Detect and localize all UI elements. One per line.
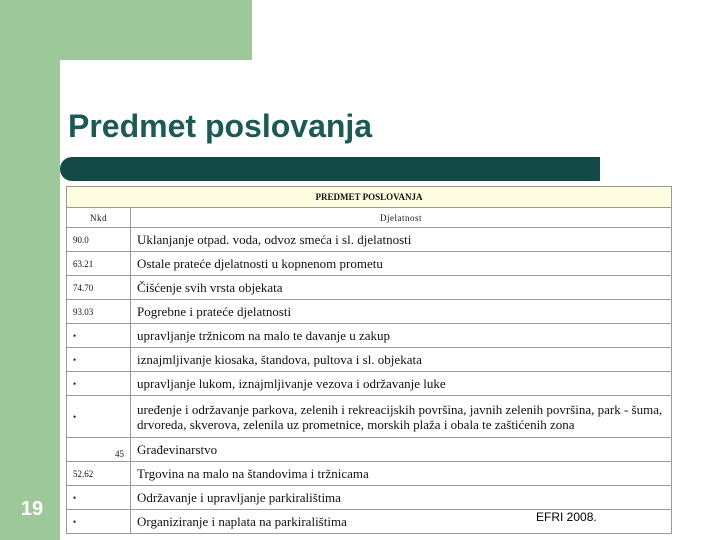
table-row xyxy=(67,348,672,372)
decor-green-sidebar xyxy=(0,60,60,540)
activity-cell: Održavanje i upravljanje parkiralištima xyxy=(131,486,672,510)
activity-cell: upravljanje tržnicom na malo te davanje u zakup xyxy=(131,324,672,348)
activities-table xyxy=(66,186,672,534)
bullet-cell: • xyxy=(67,324,131,348)
title-underline-bar xyxy=(60,157,600,181)
bullet-cell: • xyxy=(67,510,131,534)
code-cell: 45 xyxy=(67,438,131,462)
activity-cell: Trgovina na malo na štandovima i tržnicama xyxy=(131,462,672,486)
bullet-cell: • xyxy=(67,396,131,438)
code-cell: 93.03 xyxy=(67,300,131,324)
footer-text: EFRI 2008. xyxy=(536,510,597,524)
table-row xyxy=(67,228,672,252)
activity-cell: upravljanje lukom, iznajmljivanje vezova i održavanje luke xyxy=(131,372,672,396)
decor-green-block xyxy=(0,0,252,60)
table-row xyxy=(67,276,672,300)
table-row xyxy=(67,372,672,396)
code-cell: 52.62 xyxy=(67,462,131,486)
code-cell: 63.21 xyxy=(67,252,131,276)
bullet-cell: • xyxy=(67,486,131,510)
activity-cell: uređenje i održavanje parkova, zelenih i rekreacijskih površina, javnih zelenih površina, park - šuma, drvoreda, skverova, zelenila uz prometnice, morskih plaža i obala te zaštićenih zona xyxy=(131,396,672,438)
table-row xyxy=(67,252,672,276)
code-cell: 90.0 xyxy=(67,228,131,252)
table-row xyxy=(67,438,672,462)
activity-cell: Građevinarstvo xyxy=(131,438,672,462)
activity-cell: Pogrebne i prateće djelatnosti xyxy=(131,300,672,324)
table-row xyxy=(67,300,672,324)
activity-cell: Organiziranje i naplata na parkiralištima xyxy=(131,510,672,534)
column-header-activity: Djelatnost xyxy=(131,208,672,228)
activity-cell: Uklanjanje otpad. voda, odvoz smeća i sl. djelatnosti xyxy=(131,228,672,252)
activity-cell: Čišćenje svih vrsta objekata xyxy=(131,276,672,300)
column-header-code: Nkd xyxy=(67,208,131,228)
slide-title: Predmet poslovanja xyxy=(68,108,373,144)
bullet-cell: • xyxy=(67,372,131,396)
code-cell: 74.70 xyxy=(67,276,131,300)
table-row xyxy=(67,324,672,348)
bullet-cell: • xyxy=(67,348,131,372)
activity-cell: iznajmljivanje kiosaka, štandova, pultova i sl. objekata xyxy=(131,348,672,372)
table-caption: PREDMET POSLOVANJA xyxy=(67,187,672,208)
table-row xyxy=(67,396,672,438)
table-row xyxy=(67,486,672,510)
activity-cell: Ostale prateće djelatnosti u kopnenom prometu xyxy=(131,252,672,276)
table-row xyxy=(67,462,672,486)
slide-number: 19 xyxy=(20,498,44,520)
